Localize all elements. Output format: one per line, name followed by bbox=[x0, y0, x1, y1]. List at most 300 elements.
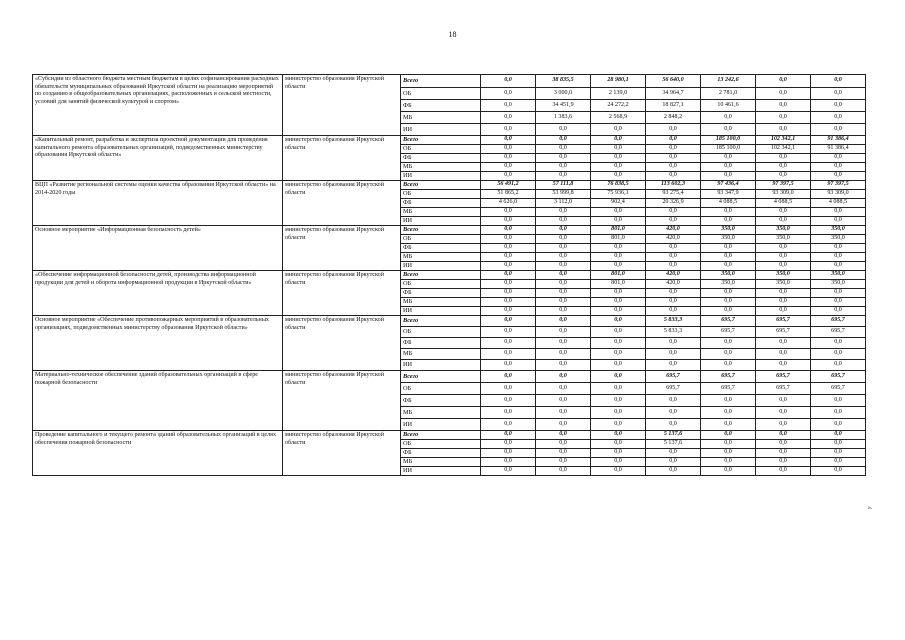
amount-cell: 0,0 bbox=[701, 338, 756, 349]
amount-cell: 0,0 bbox=[536, 316, 591, 327]
amount-cell: 0,0 bbox=[811, 217, 866, 226]
amount-cell: 801,0 bbox=[591, 226, 646, 235]
funding-source: Всего bbox=[401, 371, 481, 383]
amount-cell: 0,0 bbox=[811, 360, 866, 371]
amount-cell: 0,0 bbox=[646, 338, 701, 349]
activity-description: «Обеспечение информационной безопасности детей, производства информационной продукции для детей и оборота информационной продукции в Иркутской области» bbox=[33, 271, 283, 316]
amount-cell: 0,0 bbox=[646, 395, 701, 407]
amount-cell: 0,0 bbox=[756, 124, 811, 136]
amount-cell: 0,0 bbox=[701, 163, 756, 172]
amount-cell: 0,0 bbox=[536, 136, 591, 145]
funding-source: ОБ bbox=[401, 383, 481, 395]
amount-cell: 350,0 bbox=[701, 235, 756, 244]
amount-cell: 0,0 bbox=[536, 217, 591, 226]
amount-cell: 0,0 bbox=[481, 280, 536, 289]
table-row bbox=[33, 75, 866, 88]
amount-cell: 0,0 bbox=[756, 253, 811, 262]
amount-cell: 0,0 bbox=[756, 338, 811, 349]
amount-cell: 0,0 bbox=[481, 431, 536, 440]
amount-cell: 0,0 bbox=[481, 226, 536, 235]
activity-description: Материально-техническое обеспечение зданий образовательных организаций в сфере пожарной безопасности bbox=[33, 371, 283, 431]
amount-cell: 0,0 bbox=[701, 395, 756, 407]
funding-source: ОБ bbox=[401, 88, 481, 100]
amount-cell: 0,0 bbox=[756, 244, 811, 253]
amount-cell: 695,7 bbox=[811, 316, 866, 327]
table-row bbox=[33, 431, 866, 440]
funding-source: ОБ bbox=[401, 327, 481, 338]
funding-source: ФБ bbox=[401, 199, 481, 208]
amount-cell: 0,0 bbox=[481, 271, 536, 280]
amount-cell: 350,0 bbox=[811, 280, 866, 289]
amount-cell: 76 838,5 bbox=[591, 181, 646, 190]
amount-cell: 0,0 bbox=[756, 163, 811, 172]
funding-source: ИИ bbox=[401, 124, 481, 136]
amount-cell: 0,0 bbox=[756, 262, 811, 271]
amount-cell: 0,0 bbox=[756, 395, 811, 407]
amount-cell: 5 833,3 bbox=[646, 316, 701, 327]
amount-cell: 695,7 bbox=[756, 383, 811, 395]
amount-cell: 0,0 bbox=[481, 449, 536, 458]
amount-cell: 0,0 bbox=[536, 235, 591, 244]
amount-cell: 75 936,1 bbox=[591, 190, 646, 199]
amount-cell: 0,0 bbox=[481, 75, 536, 88]
amount-cell: 350,0 bbox=[701, 226, 756, 235]
amount-cell: 0,0 bbox=[646, 244, 701, 253]
amount-cell: 0,0 bbox=[756, 431, 811, 440]
amount-cell: 34 964,7 bbox=[646, 88, 701, 100]
amount-cell: 695,7 bbox=[756, 371, 811, 383]
amount-cell: 0,0 bbox=[756, 419, 811, 431]
page-number: 18 bbox=[448, 30, 457, 39]
budget-table bbox=[32, 74, 866, 476]
amount-cell: 695,7 bbox=[646, 383, 701, 395]
funding-source: ИИ bbox=[401, 419, 481, 431]
amount-cell: 0,0 bbox=[536, 407, 591, 419]
amount-cell: 695,7 bbox=[701, 371, 756, 383]
amount-cell: 0,0 bbox=[481, 124, 536, 136]
amount-cell: 0,0 bbox=[481, 371, 536, 383]
amount-cell: 0,0 bbox=[811, 298, 866, 307]
amount-cell: 0,0 bbox=[481, 88, 536, 100]
funding-source: ОБ bbox=[401, 145, 481, 154]
amount-cell: 0,0 bbox=[811, 154, 866, 163]
amount-cell: 0,0 bbox=[591, 458, 646, 467]
amount-cell: 0,0 bbox=[481, 316, 536, 327]
amount-cell: 350,0 bbox=[756, 280, 811, 289]
amount-cell: 0,0 bbox=[646, 154, 701, 163]
amount-cell: 0,0 bbox=[536, 371, 591, 383]
amount-cell: 0,0 bbox=[811, 349, 866, 360]
amount-cell: 0,0 bbox=[591, 371, 646, 383]
amount-cell: 0,0 bbox=[701, 217, 756, 226]
funding-source: Всего bbox=[401, 226, 481, 235]
amount-cell: 0,0 bbox=[811, 100, 866, 112]
funding-source: ИИ bbox=[401, 467, 481, 476]
amount-cell: 350,0 bbox=[811, 235, 866, 244]
amount-cell: 0,0 bbox=[591, 289, 646, 298]
amount-cell: 93 275,4 bbox=[646, 190, 701, 199]
amount-cell: 97 397,5 bbox=[756, 181, 811, 190]
funding-source: Всего bbox=[401, 75, 481, 88]
amount-cell: 902,4 bbox=[591, 199, 646, 208]
funding-source: Всего bbox=[401, 316, 481, 327]
amount-cell: 0,0 bbox=[701, 112, 756, 124]
amount-cell: 0,0 bbox=[756, 112, 811, 124]
amount-cell: 113 602,3 bbox=[646, 181, 701, 190]
page-marker: ». bbox=[868, 505, 873, 511]
amount-cell: 0,0 bbox=[481, 407, 536, 419]
amount-cell: 51 865,2 bbox=[481, 190, 536, 199]
amount-cell: 420,0 bbox=[646, 271, 701, 280]
funding-source: ОБ bbox=[401, 190, 481, 199]
amount-cell: 0,0 bbox=[701, 253, 756, 262]
amount-cell: 801,0 bbox=[591, 271, 646, 280]
funding-source: Всего bbox=[401, 181, 481, 190]
amount-cell: 0,0 bbox=[481, 235, 536, 244]
amount-cell: 93 347,9 bbox=[701, 190, 756, 199]
activity-description: «Капитальный ремонт, разработка и экспертиза проектной документации для проведения капитального ремонта образовательных организаций, подведомственных министерству образования Иркутской области» bbox=[33, 136, 283, 181]
amount-cell: 0,0 bbox=[811, 338, 866, 349]
amount-cell: 0,0 bbox=[646, 419, 701, 431]
executor: министерство образования Иркутской области bbox=[283, 431, 401, 476]
amount-cell: 0,0 bbox=[701, 360, 756, 371]
amount-cell: 0,0 bbox=[591, 244, 646, 253]
amount-cell: 102 342,1 bbox=[756, 136, 811, 145]
amount-cell: 3 112,0 bbox=[536, 199, 591, 208]
funding-source: МБ bbox=[401, 208, 481, 217]
amount-cell: 56 491,2 bbox=[481, 181, 536, 190]
amount-cell: 0,0 bbox=[536, 145, 591, 154]
amount-cell: 91 386,4 bbox=[811, 145, 866, 154]
amount-cell: 1 383,6 bbox=[536, 112, 591, 124]
amount-cell: 93 309,0 bbox=[811, 190, 866, 199]
funding-source: ИИ bbox=[401, 262, 481, 271]
amount-cell: 0,0 bbox=[811, 163, 866, 172]
amount-cell: 0,0 bbox=[756, 289, 811, 298]
amount-cell: 0,0 bbox=[591, 307, 646, 316]
amount-cell: 0,0 bbox=[646, 458, 701, 467]
amount-cell: 0,0 bbox=[646, 360, 701, 371]
amount-cell: 0,0 bbox=[481, 419, 536, 431]
amount-cell: 2 848,2 bbox=[646, 112, 701, 124]
amount-cell: 0,0 bbox=[536, 307, 591, 316]
amount-cell: 0,0 bbox=[811, 253, 866, 262]
amount-cell: 0,0 bbox=[536, 349, 591, 360]
amount-cell: 0,0 bbox=[646, 163, 701, 172]
amount-cell: 0,0 bbox=[756, 217, 811, 226]
amount-cell: 0,0 bbox=[701, 172, 756, 181]
amount-cell: 0,0 bbox=[701, 208, 756, 217]
amount-cell: 350,0 bbox=[756, 271, 811, 280]
amount-cell: 0,0 bbox=[646, 145, 701, 154]
amount-cell: 0,0 bbox=[591, 145, 646, 154]
amount-cell: 0,0 bbox=[591, 253, 646, 262]
amount-cell: 0,0 bbox=[591, 163, 646, 172]
amount-cell: 28 980,1 bbox=[591, 75, 646, 88]
amount-cell: 0,0 bbox=[591, 124, 646, 136]
amount-cell: 38 835,5 bbox=[536, 75, 591, 88]
amount-cell: 0,0 bbox=[481, 349, 536, 360]
executor: министерство образования Иркутской области bbox=[283, 226, 401, 271]
amount-cell: 0,0 bbox=[536, 124, 591, 136]
amount-cell: 0,0 bbox=[811, 244, 866, 253]
amount-cell: 0,0 bbox=[591, 395, 646, 407]
amount-cell: 0,0 bbox=[591, 217, 646, 226]
amount-cell: 350,0 bbox=[701, 280, 756, 289]
funding-source: ФБ bbox=[401, 395, 481, 407]
table-row bbox=[33, 136, 866, 145]
amount-cell: 0,0 bbox=[536, 395, 591, 407]
amount-cell: 0,0 bbox=[811, 289, 866, 298]
amount-cell: 695,7 bbox=[811, 371, 866, 383]
amount-cell: 0,0 bbox=[481, 208, 536, 217]
amount-cell: 93 309,0 bbox=[756, 190, 811, 199]
amount-cell: 0,0 bbox=[536, 262, 591, 271]
funding-source: ФБ bbox=[401, 289, 481, 298]
table-row bbox=[33, 226, 866, 235]
amount-cell: 801,0 bbox=[591, 280, 646, 289]
amount-cell: 0,0 bbox=[591, 327, 646, 338]
amount-cell: 0,0 bbox=[481, 467, 536, 476]
amount-cell: 0,0 bbox=[646, 124, 701, 136]
amount-cell: 0,0 bbox=[701, 458, 756, 467]
funding-source: ИИ bbox=[401, 360, 481, 371]
amount-cell: 53 999,8 bbox=[536, 190, 591, 199]
amount-cell: 0,0 bbox=[536, 280, 591, 289]
funding-source: ИИ bbox=[401, 307, 481, 316]
amount-cell: 350,0 bbox=[756, 235, 811, 244]
amount-cell: 0,0 bbox=[756, 349, 811, 360]
amount-cell: 0,0 bbox=[646, 298, 701, 307]
amount-cell: 801,0 bbox=[591, 235, 646, 244]
table-row bbox=[33, 181, 866, 190]
amount-cell: 0,0 bbox=[481, 136, 536, 145]
amount-cell: 0,0 bbox=[756, 307, 811, 316]
amount-cell: 350,0 bbox=[756, 226, 811, 235]
amount-cell: 0,0 bbox=[591, 467, 646, 476]
funding-source: МБ bbox=[401, 458, 481, 467]
executor: министерство образования Иркутской области bbox=[283, 271, 401, 316]
amount-cell: 0,0 bbox=[646, 208, 701, 217]
amount-cell: 0,0 bbox=[536, 431, 591, 440]
amount-cell: 420,0 bbox=[646, 226, 701, 235]
amount-cell: 5 137,6 bbox=[646, 431, 701, 440]
amount-cell: 0,0 bbox=[701, 244, 756, 253]
amount-cell: 0,0 bbox=[756, 100, 811, 112]
amount-cell: 0,0 bbox=[811, 172, 866, 181]
amount-cell: 0,0 bbox=[811, 467, 866, 476]
funding-source: МБ bbox=[401, 407, 481, 419]
amount-cell: 0,0 bbox=[536, 449, 591, 458]
amount-cell: 0,0 bbox=[646, 217, 701, 226]
amount-cell: 0,0 bbox=[536, 271, 591, 280]
amount-cell: 0,0 bbox=[536, 208, 591, 217]
amount-cell: 0,0 bbox=[646, 467, 701, 476]
amount-cell: 4 088,5 bbox=[701, 199, 756, 208]
amount-cell: 0,0 bbox=[756, 467, 811, 476]
amount-cell: 695,7 bbox=[701, 383, 756, 395]
amount-cell: 24 272,2 bbox=[591, 100, 646, 112]
amount-cell: 0,0 bbox=[811, 75, 866, 88]
amount-cell: 0,0 bbox=[701, 440, 756, 449]
amount-cell: 185 100,0 bbox=[701, 136, 756, 145]
amount-cell: 0,0 bbox=[811, 458, 866, 467]
amount-cell: 0,0 bbox=[701, 154, 756, 163]
amount-cell: 102 342,1 bbox=[756, 145, 811, 154]
amount-cell: 695,7 bbox=[701, 316, 756, 327]
amount-cell: 0,0 bbox=[536, 383, 591, 395]
amount-cell: 0,0 bbox=[646, 172, 701, 181]
table-row bbox=[33, 316, 866, 327]
amount-cell: 0,0 bbox=[481, 253, 536, 262]
amount-cell: 5 137,6 bbox=[646, 440, 701, 449]
amount-cell: 0,0 bbox=[536, 458, 591, 467]
amount-cell: 0,0 bbox=[646, 253, 701, 262]
funding-source: МБ bbox=[401, 349, 481, 360]
amount-cell: 0,0 bbox=[646, 136, 701, 145]
amount-cell: 0,0 bbox=[591, 172, 646, 181]
amount-cell: 695,7 bbox=[756, 316, 811, 327]
executor: министерство образования Иркутской области bbox=[283, 316, 401, 371]
table-body bbox=[33, 75, 866, 476]
amount-cell: 0,0 bbox=[481, 112, 536, 124]
amount-cell: 0,0 bbox=[646, 262, 701, 271]
executor: министерство образования Иркутской области bbox=[283, 75, 401, 136]
amount-cell: 0,0 bbox=[591, 262, 646, 271]
amount-cell: 0,0 bbox=[811, 88, 866, 100]
funding-source: ФБ bbox=[401, 449, 481, 458]
funding-source: ФБ bbox=[401, 244, 481, 253]
amount-cell: 0,0 bbox=[481, 383, 536, 395]
activity-description: Основное мероприятие «Обеспечение противопожарных мероприятий в образовательных организациях, подведомственных министерству образования Иркутской области» bbox=[33, 316, 283, 371]
executor: министерство образования Иркутской области bbox=[283, 136, 401, 181]
amount-cell: 0,0 bbox=[756, 449, 811, 458]
funding-source: ОБ bbox=[401, 235, 481, 244]
funding-source: ИИ bbox=[401, 217, 481, 226]
amount-cell: 695,7 bbox=[756, 327, 811, 338]
amount-cell: 0,0 bbox=[756, 298, 811, 307]
amount-cell: 185 100,0 bbox=[701, 145, 756, 154]
amount-cell: 0,0 bbox=[811, 431, 866, 440]
amount-cell: 0,0 bbox=[756, 360, 811, 371]
amount-cell: 0,0 bbox=[481, 307, 536, 316]
funding-source: ОБ bbox=[401, 440, 481, 449]
amount-cell: 0,0 bbox=[536, 298, 591, 307]
amount-cell: 0,0 bbox=[701, 262, 756, 271]
amount-cell: 0,0 bbox=[481, 360, 536, 371]
funding-source: ФБ bbox=[401, 100, 481, 112]
amount-cell: 0,0 bbox=[481, 327, 536, 338]
executor: министерство образования Иркутской области bbox=[283, 371, 401, 431]
amount-cell: 350,0 bbox=[811, 226, 866, 235]
amount-cell: 0,0 bbox=[591, 449, 646, 458]
amount-cell: 0,0 bbox=[811, 124, 866, 136]
table-row bbox=[33, 371, 866, 383]
amount-cell: 0,0 bbox=[646, 349, 701, 360]
funding-source: МБ bbox=[401, 163, 481, 172]
amount-cell: 0,0 bbox=[701, 467, 756, 476]
amount-cell: 0,0 bbox=[591, 154, 646, 163]
amount-cell: 0,0 bbox=[591, 349, 646, 360]
amount-cell: 0,0 bbox=[536, 440, 591, 449]
amount-cell: 0,0 bbox=[481, 395, 536, 407]
amount-cell: 0,0 bbox=[481, 298, 536, 307]
amount-cell: 0,0 bbox=[481, 289, 536, 298]
amount-cell: 0,0 bbox=[481, 100, 536, 112]
amount-cell: 0,0 bbox=[481, 262, 536, 271]
amount-cell: 0,0 bbox=[701, 349, 756, 360]
funding-source: ФБ bbox=[401, 338, 481, 349]
amount-cell: 20 326,9 bbox=[646, 199, 701, 208]
amount-cell: 0,0 bbox=[536, 172, 591, 181]
amount-cell: 0,0 bbox=[646, 289, 701, 298]
amount-cell: 0,0 bbox=[536, 226, 591, 235]
amount-cell: 0,0 bbox=[591, 383, 646, 395]
amount-cell: 0,0 bbox=[481, 163, 536, 172]
amount-cell: 0,0 bbox=[481, 338, 536, 349]
amount-cell: 0,0 bbox=[756, 458, 811, 467]
amount-cell: 0,0 bbox=[536, 289, 591, 298]
amount-cell: 0,0 bbox=[811, 262, 866, 271]
amount-cell: 0,0 bbox=[591, 298, 646, 307]
amount-cell: 0,0 bbox=[756, 407, 811, 419]
amount-cell: 420,0 bbox=[646, 280, 701, 289]
amount-cell: 91 386,4 bbox=[811, 136, 866, 145]
amount-cell: 0,0 bbox=[536, 338, 591, 349]
amount-cell: 0,0 bbox=[811, 208, 866, 217]
amount-cell: 0,0 bbox=[591, 338, 646, 349]
amount-cell: 0,0 bbox=[811, 419, 866, 431]
amount-cell: 13 242,6 bbox=[701, 75, 756, 88]
amount-cell: 57 111,8 bbox=[536, 181, 591, 190]
table-row bbox=[33, 271, 866, 280]
amount-cell: 0,0 bbox=[646, 407, 701, 419]
amount-cell: 0,0 bbox=[481, 145, 536, 154]
amount-cell: 420,0 bbox=[646, 235, 701, 244]
amount-cell: 0,0 bbox=[591, 316, 646, 327]
amount-cell: 0,0 bbox=[536, 154, 591, 163]
amount-cell: 97 436,4 bbox=[701, 181, 756, 190]
funding-source: Всего bbox=[401, 431, 481, 440]
amount-cell: 0,0 bbox=[756, 440, 811, 449]
amount-cell: 0,0 bbox=[756, 172, 811, 181]
amount-cell: 695,7 bbox=[646, 371, 701, 383]
activity-description: Основное мероприятие «Информационная безопасность детей» bbox=[33, 226, 283, 271]
amount-cell: 3 000,0 bbox=[536, 88, 591, 100]
amount-cell: 695,7 bbox=[701, 327, 756, 338]
amount-cell: 0,0 bbox=[701, 124, 756, 136]
amount-cell: 695,7 bbox=[811, 327, 866, 338]
amount-cell: 350,0 bbox=[701, 271, 756, 280]
amount-cell: 0,0 bbox=[536, 244, 591, 253]
amount-cell: 0,0 bbox=[701, 289, 756, 298]
amount-cell: 0,0 bbox=[481, 440, 536, 449]
amount-cell: 0,0 bbox=[481, 154, 536, 163]
activity-description: Проведение капитального и текущего ремонта зданий образовательных организаций в целях обеспечения пожарной безопасности bbox=[33, 431, 283, 476]
amount-cell: 0,0 bbox=[646, 307, 701, 316]
amount-cell: 5 833,3 bbox=[646, 327, 701, 338]
amount-cell: 97 397,5 bbox=[811, 181, 866, 190]
amount-cell: 2 781,0 bbox=[701, 88, 756, 100]
amount-cell: 18 827,1 bbox=[646, 100, 701, 112]
amount-cell: 0,0 bbox=[481, 458, 536, 467]
amount-cell: 34 451,9 bbox=[536, 100, 591, 112]
amount-cell: 0,0 bbox=[811, 395, 866, 407]
funding-source: Всего bbox=[401, 136, 481, 145]
amount-cell: 0,0 bbox=[536, 360, 591, 371]
amount-cell: 0,0 bbox=[481, 172, 536, 181]
funding-source: ФБ bbox=[401, 154, 481, 163]
